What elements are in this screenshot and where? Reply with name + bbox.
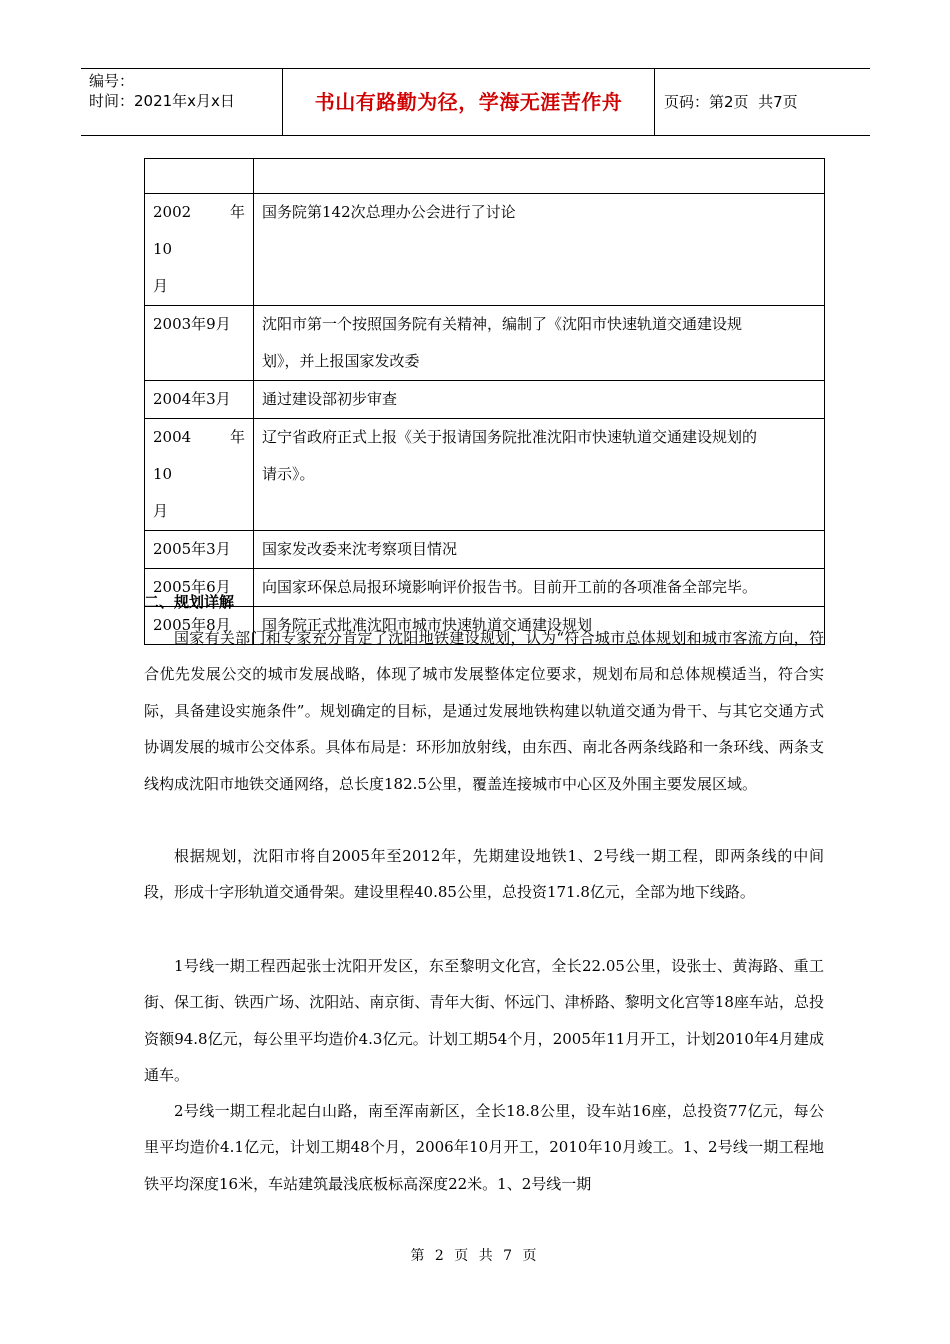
date-cell: 2005年6月: [145, 569, 254, 607]
header-page-number: 页码：第2页 共7页: [664, 93, 798, 111]
header-motto: 书山有路勤为径，学海无涯苦作舟: [314, 90, 623, 114]
event-cell: 国务院正式批准沈阳市城市快速轨道交通建设规划: [254, 607, 825, 645]
date-cell: 2005年3月: [145, 531, 254, 569]
table-row: [145, 531, 825, 569]
table-row: [145, 159, 825, 194]
body-paragraph: 1号线一期工程西起张士沈阳开发区，东至黎明文化宫，全长22.05公里，设张士、黄海路、重工街、保工街、铁西广场、沈阳站、南京街、青年大街、怀远门、津桥路、黎明文化宫等18座车站，总投资额94.8亿元，每公里平均造价4.3亿元。计划工期54个月，2005年11月开工，计划2010年4月建成通车。: [144, 957, 824, 1085]
table-row: [145, 306, 825, 381]
header-meta: [89, 71, 235, 111]
event-cell: [254, 159, 825, 194]
event-cell: 国家发改委来沈考察项目情况: [254, 531, 825, 569]
date-cell: 2005年8月: [145, 607, 254, 645]
date-cell: 2004年3月: [145, 381, 254, 419]
table-row: [145, 381, 825, 419]
page-footer: 第 2 页 共 7 页: [410, 1248, 540, 1264]
body-paragraph: 根据规划，沈阳市将自2005年至2012年，先期建设地铁1、2号线一期工程，即两条线的中间段，形成十字形轨道交通骨架。建设里程40.85公里，总投资171.8亿元，全部为地下线路。: [144, 847, 824, 902]
event-cell: 通过建设部初步审查: [254, 381, 825, 419]
event-cell: 向国家环保总局报环境影响评价报告书。目前开工前的各项准备全部完毕。: [254, 569, 825, 607]
timeline-table: [144, 158, 825, 645]
event-cell: 沈阳市第一个按照国务院有关精神，编制了《沈阳市快速轨道交通建设规 划》，并上报国家发改委: [254, 306, 825, 381]
event-cell: 辽宁省政府正式上报《关于报请国务院批准沈阳市快速轨道交通建设规划的 请示》。: [254, 419, 825, 531]
time-label: 时间：2021年x月x日: [89, 92, 235, 110]
body-paragraph: 2号线一期工程北起白山路，南至浑南新区，全长18.8公里，设车站16座，总投资77亿元，每公里平均造价4.1亿元，计划工期48个月，2006年10月开工，2010年10月竣工。1、2号线一期工程地铁平均深度16米，车站建筑最浅底板标高深度22米。1、2号线一期: [144, 1102, 824, 1193]
event-cell: 国务院第142次总理办公会进行了讨论: [254, 194, 825, 306]
table-row: [145, 419, 825, 531]
number-label: 编号：: [89, 72, 135, 90]
date-cell: 2004 年 10 月: [145, 419, 254, 531]
date-cell: [145, 159, 254, 194]
header-divider: [654, 69, 655, 135]
date-cell: 2003年9月: [145, 306, 254, 381]
body-paragraph: 国家有关部门和专家充分肯定了沈阳地铁建设规划，认为“符合城市总体规划和城市客流方向，符合优先发展公交的城市发展战略，体现了城市发展整体定位要求，规划布局和总体规模适当，符合实际，具备建设实施条件”。规划确定的目标，是通过发展地铁构建以轨道交通为骨干、与其它交通方式协调发展的城市公交体系。具体布局是：环形加放射线，由东西、南北各两条线路和一条环线、两条支线构成沈阳市地铁交通网络，总长度182.5公里，覆盖连接城市中心区及外围主要发展区域。: [144, 629, 824, 793]
section-heading: 二、规划详解: [144, 593, 235, 611]
page-header: [81, 68, 870, 136]
date-cell: 2002 年 10 月: [145, 194, 254, 306]
table-row: [145, 194, 825, 306]
table-row: [145, 569, 825, 607]
